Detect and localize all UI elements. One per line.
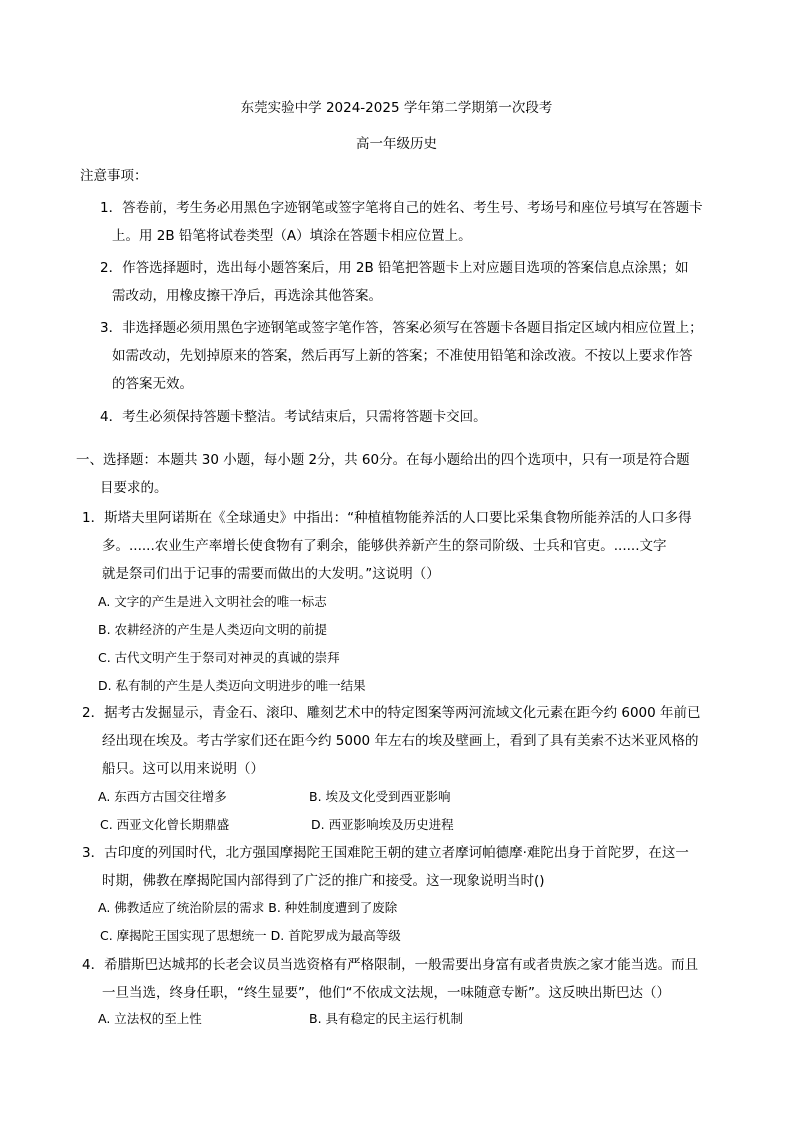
question-2 (82, 699, 701, 783)
notice-item-1 (100, 194, 703, 250)
option-c-d: C. 摩揭陀王国实现了思想统一 D. 首陀罗成为最高等级 (100, 928, 401, 943)
option-b: B. 农耕经济的产生是人类迈向文明的前提 (98, 622, 328, 637)
question-line: 3．古印度的列国时代，北方强国摩揭陀王国难陀王朝的建立者摩诃帕德摩·难陀出身于首陀罗，在这一 (82, 845, 689, 861)
option-a: A. 东西方古国交往增多 (98, 789, 227, 804)
question-line: 一旦当选，终身任职，“终生显要”，他们“不依成文法规，一味随意专断”。这反映出斯巴达（） (102, 985, 670, 1001)
question-line: 就是祭司们出于记事的需要而做出的大发明。”这说明（） (102, 566, 440, 582)
question-line: 多。......农业生产率增长使食物有了剩余，能够供养新产生的祭司阶级、士兵和官吏。......文字 (102, 538, 667, 554)
notice-line: 的答案无效。 (112, 376, 193, 392)
question-3 (82, 839, 689, 895)
option-a: A. 文字的产生是进入文明社会的唯一标志 (98, 594, 327, 609)
option-a: A. 立法权的至上性 (98, 1011, 202, 1026)
notice-item-4 (100, 403, 487, 431)
section-line: 目要求的。 (100, 480, 168, 496)
notice-heading: 注意事项： (80, 168, 148, 184)
option-d: D. 私有制的产生是人类迈向文明进步的唯一结果 (98, 678, 366, 693)
question-4 (82, 951, 698, 1007)
option-c: C. 古代文明产生于祭司对神灵的真诚的崇拜 (98, 650, 340, 665)
notice-line: 3．非选择题必须用黑色字迹钢笔或签字笔作答，答案必须写在答题卡各题目指定区域内相应位置上； (100, 320, 703, 336)
question-line: 经出现在埃及。考古学家们还在距今约 5000 年左右的埃及壁画上，看到了具有美索不达米亚风格的 (102, 733, 699, 749)
exam-subtitle: 高一年级历史 (356, 136, 437, 152)
question-1 (82, 504, 692, 588)
option-c: C. 西亚文化曾长期鼎盛 (100, 817, 230, 832)
notice-line: 需改动，用橡皮擦干净后，再选涂其他答案。 (112, 288, 382, 304)
notice-line: 如需改动，先划掉原来的答案，然后再写上新的答案；不准使用铅笔和涂改液。不按以上要求作答 (112, 348, 693, 364)
notice-item-3 (100, 314, 703, 398)
question-line: 2．据考古发掘显示，青金石、滚印、雕刻艺术中的特定图案等两河流域文化元素在距今约 6000 年前已 (82, 705, 701, 721)
notice-line: 1．答卷前，考生务必用黑色字迹钢笔或签字笔将自己的姓名、考生号、考场号和座位号填写在答题卡 (100, 200, 703, 216)
question-line: 1．斯塔夫里阿诺斯在《全球通史》中指出：“种植植物能养活的人口要比采集食物所能养活的人口多得 (82, 510, 692, 526)
notice-line: 上。用 2B 铅笔将试卷类型（A）填涂在答题卡相应位置上。 (112, 228, 472, 244)
option-b: B. 具有稳定的民主运行机制 (309, 1011, 464, 1026)
section-heading (76, 446, 690, 502)
exam-title: 东莞实验中学 2024-2025 学年第二学期第一次段考 (240, 100, 553, 116)
question-line: 4．希腊斯巴达城邦的长老会议员当选资格有严格限制，一般需要出身富有或者贵族之家才能当选。而且 (82, 957, 699, 973)
question-line: 时期，佛教在摩揭陀国内部得到了广泛的推广和接受。这一现象说明当时() (102, 873, 545, 889)
section-line: 一、选择题：本题共 30 小题，每小题 2分，共 60分。在每小题给出的四个选项中，只有一项是符合题 (76, 452, 690, 468)
option-b: B. 埃及文化受到西亚影响 (309, 789, 451, 804)
option-d: D. 西亚影响埃及历史进程 (311, 817, 454, 832)
notice-line: 2．作答选择题时，选出每小题答案后，用 2B 铅笔把答题卡上对应题目选项的答案信息点涂黑；如 (100, 260, 689, 276)
notice-line: 4．考生必须保持答题卡整洁。考试结束后，只需将答题卡交回。 (100, 409, 487, 425)
question-line: 船只。这可以用来说明（） (102, 761, 264, 777)
option-a-b: A. 佛教适应了统治阶层的需求 B. 种姓制度遭到了废除 (98, 900, 398, 915)
notice-item-2 (100, 254, 689, 310)
